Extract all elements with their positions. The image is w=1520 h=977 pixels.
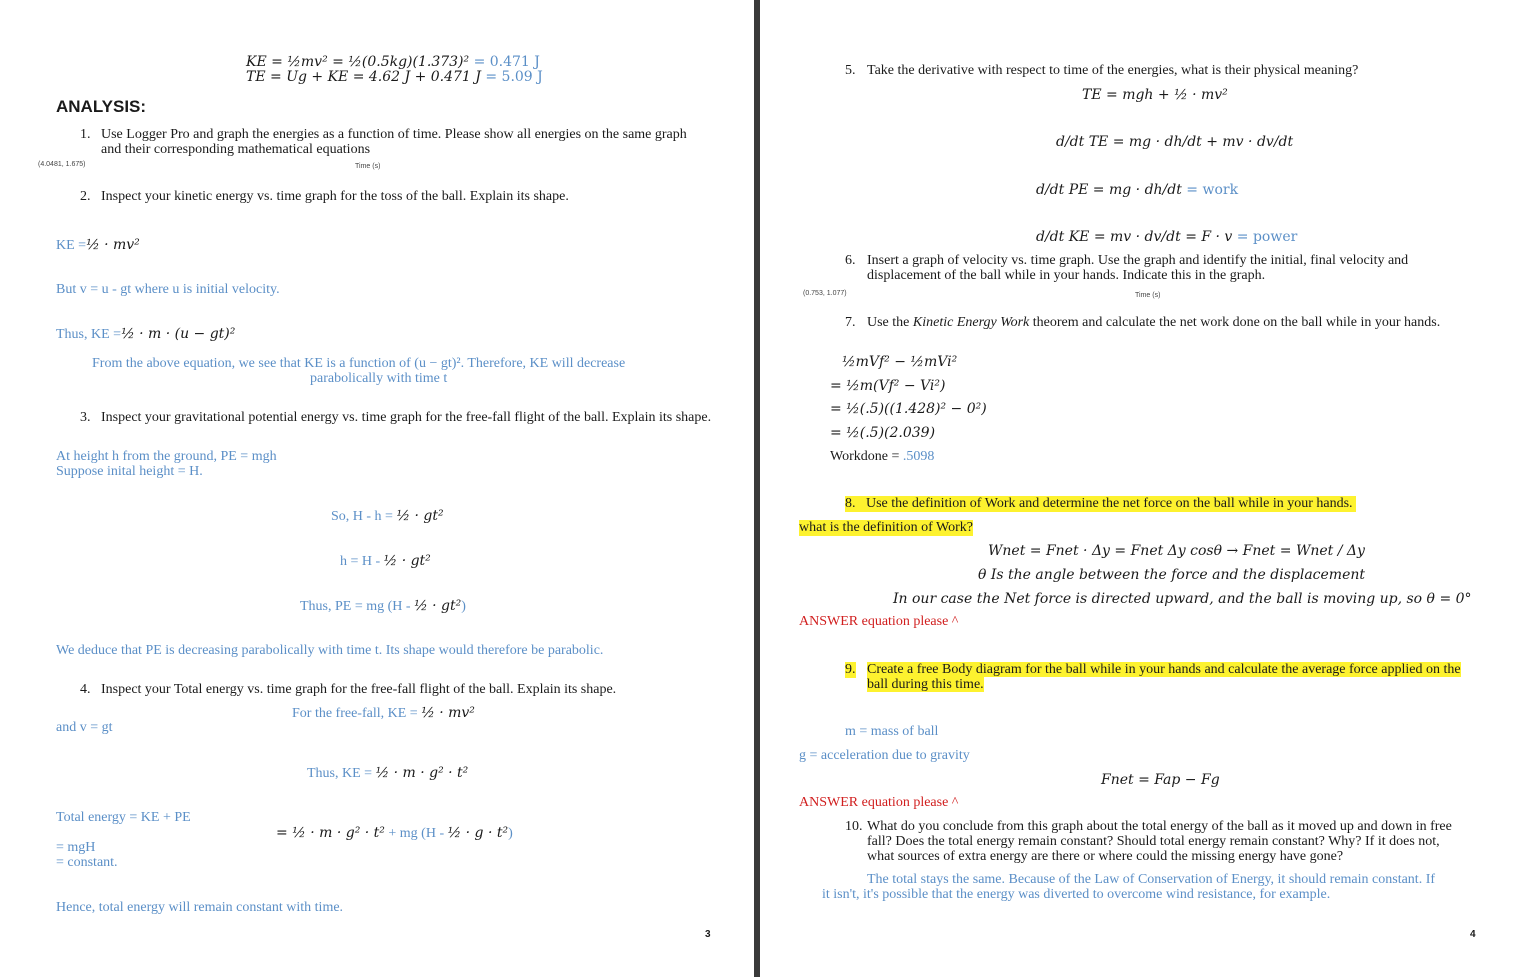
work-step-4: = ½(.5)(2.039) [830,425,936,441]
q10-number: 10. [845,819,863,834]
eq-dte: d/dt TE = mg · dh/dt + mv · dv/dt [1056,134,1294,150]
q7-number: 7. [845,315,856,330]
q10-text: What do you conclude from this graph about the total energy of the ball as it moved up and down in free fall? Does the total energy remain constant? Should total energy remain constant? Why? If it does not, what sources of extra energy are there or where could the missing energy have gone? [867,819,1452,864]
a4-sum: = ½ · m · g² · t² + mg (H - ½ · g · t²) [276,825,513,841]
a4-thus: Thus, KE = ½ · m · g² · t² [307,765,469,781]
a3-line1: At height h from the ground, PE = mgh [56,449,277,464]
a4-velocity: and v = gt [56,720,113,735]
eq-theta-note: θ Is the angle between the force and the displacement [978,567,1366,583]
eq-dpe: d/dt PE = mg · dh/dt = work [1036,182,1239,198]
q8-highlight: 8. Use the definition of Work and determine the net force on the ball while in your hands. [845,496,1356,512]
a4-total: Total energy = KE + PE [56,810,191,825]
eq-dke: d/dt KE = mv · dv/dt = F · v = power [1036,229,1298,245]
q2-text: Inspect your kinetic energy vs. time graph for the toss of the ball. Explain its shape. [101,189,569,204]
q6-number: 6. [845,253,856,268]
eq-fnet: Fnet = Fap − Fg [1101,772,1220,788]
a10-line2: it isn't, it's possible that the energy was diverted to overcome wind resistance, for example. [822,887,1331,902]
q1-number: 1. [80,127,91,142]
work-step-1: ½mVf² − ½mVi² [842,354,958,370]
q4-text: Inspect your Total energy vs. time graph for the free-fall flight of the ball. Explain its shape. [101,682,617,697]
a9-mass: m = mass of ball [845,724,939,739]
q6-text: Insert a graph of velocity vs. time graph. Use the graph and identify the initial, final velocity and displacement of the ball while in your hands. Indicate this in the graph. [867,253,1409,283]
q3-number: 3. [80,410,91,425]
analysis-heading: ANALYSIS: [56,97,147,116]
q9-text: Create a free Body diagram for the ball while in your hands and calculate the average force applied on the ball during this time. [867,662,1461,692]
ke-equation: KE = ½mv² = ½(0.5kg)(1.373)² = 0.471 J [246,54,540,70]
eq-total-energy: TE = mgh + ½ · mv² [1082,87,1228,103]
q1-graph-coordinate: (4.0481, 1.675) [38,161,86,168]
q3-text: Inspect your gravitational potential energy vs. time graph for the free-fall flight of the ball. Explain its shape. [101,410,712,425]
a2-velocity: But v = u - gt where u is initial velocity. [56,282,280,297]
a4-freefall: For the free-fall, KE = ½ · mv² [292,705,475,721]
q9-number: 9. [845,662,856,677]
a3-so: So, H - h = ½ · gt² [331,508,444,524]
a10-line1: The total stays the same. Because of the Law of Conservation of Energy, it should remain constant. If [867,872,1436,887]
a3-conclusion: We deduce that PE is decreasing parabolically with time t. Its shape would therefore be parabolic. [56,643,604,658]
eq-case-note: In our case the Net force is directed upward, and the ball is moving up, so θ = 0° [893,591,1472,607]
answer-prompt-1: ANSWER equation please ^ [799,614,959,629]
q1-graph-axis-label: Time (s) [355,163,381,170]
eq-work-definition: Wnet = Fnet · Δy = Fnet Δy cosθ → Fnet = Wnet / Δy [988,543,1365,559]
work-step-2: = ½m(Vf² − Vi²) [830,378,946,394]
q5-text: Take the derivative with respect to time of the energies, what is their physical meaning? [867,63,1359,78]
document-page-3 [0,0,755,977]
q6-graph-coordinate: (0.753, 1.077) [803,290,847,297]
work-step-3: = ½(.5)((1.428)² − 0²) [830,401,987,417]
q2-number: 2. [80,189,91,204]
q8-sub-question: what is the definition of Work? [799,520,973,535]
a2-ke: KE =½ · mv² [56,237,140,253]
q6-graph-axis-label: Time (s) [1135,292,1161,299]
page-number: 4 [1470,929,1476,940]
q7-text: Use the Kinetic Energy Work theorem and calculate the net work done on the ball while in your hands. [867,315,1441,330]
a3-pe: Thus, PE = mg (H - ½ · gt²) [300,598,466,614]
a2-conclusion-line1: From the above equation, we see that KE is a function of (u − gt)². Therefore, KE will decrease [92,356,626,371]
a3-h: h = H - ½ · gt² [340,553,431,569]
a9-gravity: g = acceleration due to gravity [799,748,970,763]
q5-number: 5. [845,63,856,78]
a4-conclusion: Hence, total energy will remain constant with time. [56,900,344,915]
a4-constant: = constant. [56,855,118,870]
a3-line2: Suppose inital height = H. [56,464,203,479]
a2-thus: Thus, KE =½ · m · (u − gt)² [56,326,236,342]
document-page-4 [760,0,1520,977]
q1-text: Use Logger Pro and graph the energies as a function of time. Please show all energies on the same graph and their corresponding mathematical equations [101,127,687,157]
answer-prompt-2: ANSWER equation please ^ [799,795,959,810]
te-equation: TE = Ug + KE = 4.62 J + 0.471 J = 5.09 J [246,69,543,85]
q4-number: 4. [80,682,91,697]
a2-conclusion-line2: parabolically with time t [310,371,448,386]
page-number: 3 [705,929,711,940]
a4-mgh: = mgH [56,840,96,855]
workdone: Workdone = .5098 [830,449,935,464]
